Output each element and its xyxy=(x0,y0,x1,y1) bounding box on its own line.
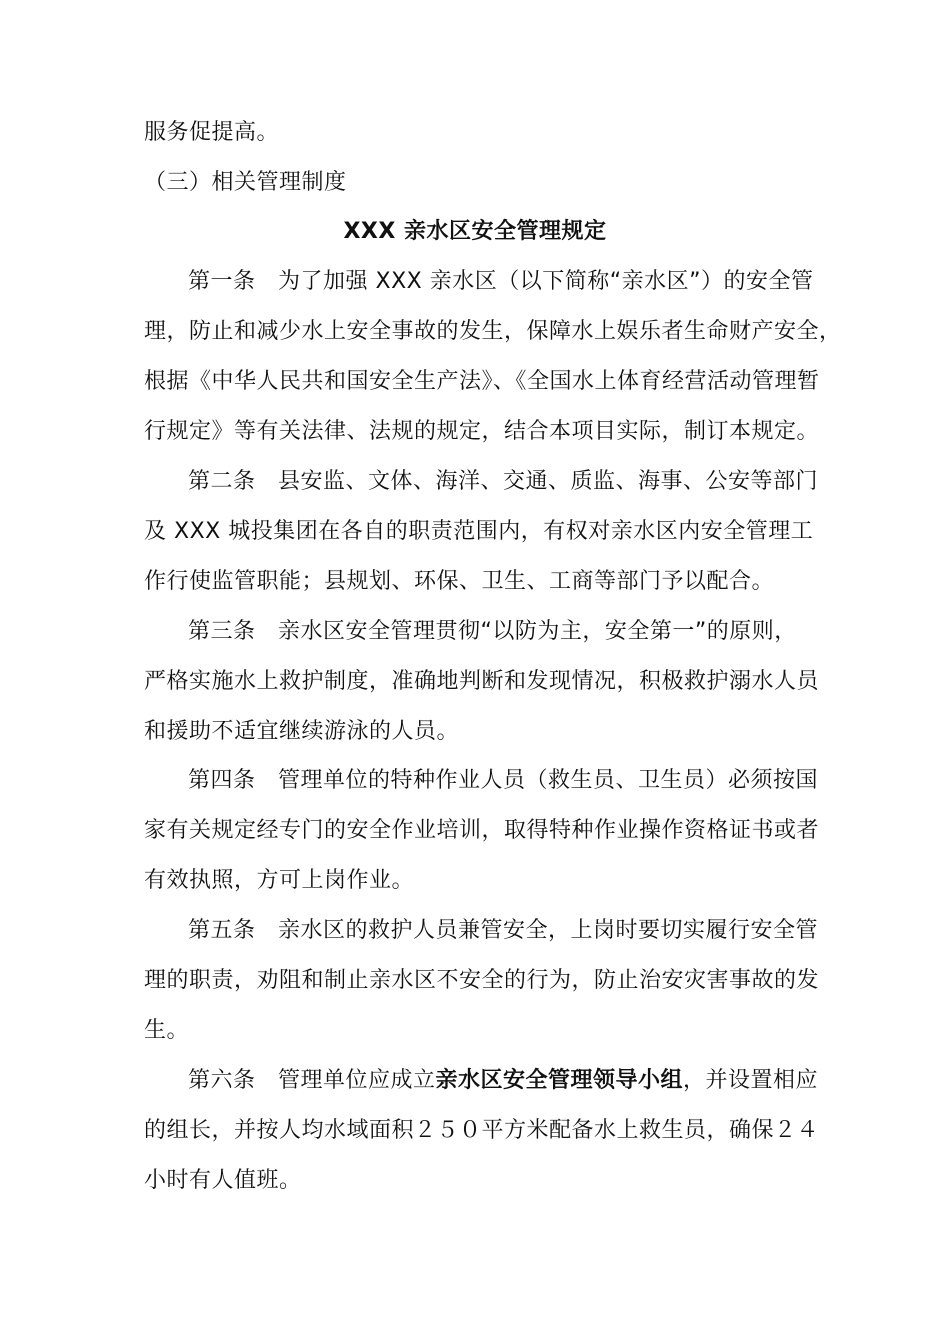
article-3-line: 严格实施水上救护制度，准确地判断和发现情况，积极救护溺水人员 xyxy=(144,669,820,694)
article-2-line: 及 XXX 城投集团在各自的职责范围内，有权对亲水区内安全管理工 xyxy=(144,519,814,544)
text-line: 服务促提高。 xyxy=(144,120,280,145)
article-5-line: 生。 xyxy=(144,1018,190,1043)
article-4-line: 有效执照，方可上岗作业。 xyxy=(144,868,415,893)
article-2-line: 作行使监管职能；县规划、环保、卫生、工商等部门予以配合。 xyxy=(144,569,775,594)
article-6-text: ，并设置相应 xyxy=(683,1068,819,1093)
leadership-group-emphasis: 亲水区安全管理领导小组 xyxy=(435,1068,684,1093)
article-4-line: 第四条 管理单位的特种作业人员（救生员、卫生员）必须按国 xyxy=(188,768,819,793)
article-2-line: 第二条 县安监、文体、海洋、交通、质监、海事、公安等部门 xyxy=(188,469,819,494)
article-5-line: 理的职责，劝阻和制止亲水区不安全的行为，防止治安灾害事故的发 xyxy=(144,968,820,993)
article-1-line: 根据《中华人民共和国安全生产法》、《全国水上体育经营活动管理暂 xyxy=(144,369,820,394)
section-heading: （三）相关管理制度 xyxy=(144,170,347,195)
article-1-line: 行规定》等有关法律、法规的规定，结合本项目实际，制订本规定。 xyxy=(144,419,820,444)
article-1-line: 理，防止和减少水上安全事故的发生，保障水上娱乐者生命财产安全， xyxy=(144,319,842,344)
article-6-text: 第六条 管理单位应成立 xyxy=(188,1068,436,1093)
article-5-line: 第五条 亲水区的救护人员兼管安全，上岗时要切实履行安全管 xyxy=(188,918,819,943)
article-6-line: 的组长，并按人均水域面积２５０平方米配备水上救生员，确保２４ xyxy=(144,1118,820,1143)
article-4-line: 家有关规定经专门的安全作业培训，取得特种作业操作资格证书或者 xyxy=(144,818,820,843)
document-title: XXX 亲水区安全管理规定 xyxy=(343,219,607,244)
article-1-line: 第一条 为了加强 XXX 亲水区（以下简称“亲水区”）的安全管 xyxy=(188,269,814,294)
article-6-line xyxy=(188,1066,824,1096)
article-3-line: 第三条 亲水区安全管理贯彻“以防为主，安全第一”的原则， xyxy=(188,619,797,644)
article-3-line: 和援助不适宜继续游泳的人员。 xyxy=(144,719,460,744)
article-6-line: 小时有人值班。 xyxy=(144,1168,302,1193)
